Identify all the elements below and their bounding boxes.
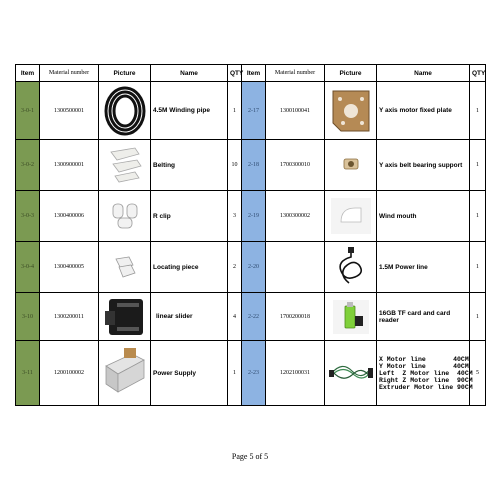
motor-line-text: Y Motor line 40CM bbox=[379, 362, 469, 370]
motor-cables-image bbox=[325, 341, 377, 406]
power-supply-image bbox=[99, 341, 151, 406]
item-cell: 3-0-3 bbox=[16, 191, 40, 242]
qty-cell: 2 bbox=[228, 242, 242, 293]
table-row bbox=[16, 242, 486, 293]
name-cell: Wind mouth bbox=[377, 191, 470, 242]
item-cell: 2-22 bbox=[242, 293, 266, 341]
material-cell: 1300500001 bbox=[40, 82, 99, 140]
name-cell: Y axis belt bearing support bbox=[377, 140, 470, 191]
material-cell: 1300400006 bbox=[40, 191, 99, 242]
power-line-image bbox=[325, 242, 377, 293]
item-cell: 3-10 bbox=[16, 293, 40, 341]
belting-image bbox=[99, 140, 151, 191]
header-name: Name bbox=[151, 65, 228, 82]
r-clip-image bbox=[99, 191, 151, 242]
material-cell: 1300200011 bbox=[40, 293, 99, 341]
wind-mouth-image bbox=[325, 191, 377, 242]
material-cell: 1202100031 bbox=[266, 341, 325, 406]
material-cell: 1300300002 bbox=[266, 191, 325, 242]
bearing-support-image bbox=[325, 140, 377, 191]
item-cell: 2-19 bbox=[242, 191, 266, 242]
header-item-right: Item bbox=[242, 65, 266, 82]
qty-cell: 1 bbox=[470, 293, 486, 341]
name-cell: linear slider bbox=[151, 293, 228, 341]
item-cell: 2-20 bbox=[242, 242, 266, 293]
item-cell: 3-0-4 bbox=[16, 242, 40, 293]
motor-line-text: X Motor line 40CM bbox=[379, 355, 469, 363]
qty-cell: 5 bbox=[470, 341, 486, 406]
motor-line-text: Left Z Motor line 40CM bbox=[379, 369, 473, 377]
header-picture-right: Picture bbox=[325, 65, 377, 82]
name-cell: Belting bbox=[151, 140, 228, 191]
header-qty: QTY bbox=[228, 65, 242, 82]
name-cell: 1.5M Power line bbox=[377, 242, 470, 293]
item-cell: 2-18 bbox=[242, 140, 266, 191]
header-picture: Picture bbox=[99, 65, 151, 82]
qty-cell: 4 bbox=[228, 293, 242, 341]
header-qty-right: QTY bbox=[470, 65, 486, 82]
name-cell: Locating piece bbox=[151, 242, 228, 293]
qty-cell: 1 bbox=[470, 242, 486, 293]
motor-plate-image bbox=[325, 82, 377, 140]
name-cell: 16GB TF card and card reader bbox=[377, 293, 470, 341]
linear-slider-image bbox=[99, 293, 151, 341]
table-row bbox=[16, 82, 486, 140]
table-row bbox=[16, 293, 486, 341]
name-cell: R clip bbox=[151, 191, 228, 242]
name-cell: 4.5M Winding pipe bbox=[151, 82, 228, 140]
header-material: Material number bbox=[40, 65, 99, 82]
table-row bbox=[16, 341, 486, 406]
material-cell: 1300900001 bbox=[40, 140, 99, 191]
material-cell: 1700200018 bbox=[266, 293, 325, 341]
qty-cell: 1 bbox=[470, 82, 486, 140]
page-footer: Page 5 of 5 bbox=[231, 452, 269, 461]
material-cell: 1300100041 bbox=[266, 82, 325, 140]
name-cell: Y axis motor fixed plate bbox=[377, 82, 470, 140]
motor-line-text: Extruder Motor line 90CM bbox=[379, 383, 473, 391]
winding-pipe-image bbox=[99, 82, 151, 140]
qty-cell: 3 bbox=[228, 191, 242, 242]
header-material-right: Material number bbox=[266, 65, 325, 82]
qty-cell: 1 bbox=[228, 82, 242, 140]
material-cell: 1700300010 bbox=[266, 140, 325, 191]
locating-piece-image bbox=[99, 242, 151, 293]
qty-cell: 1 bbox=[470, 140, 486, 191]
material-cell bbox=[266, 242, 325, 293]
header-item: Item bbox=[16, 65, 40, 82]
tf-card-reader-image bbox=[325, 293, 377, 341]
table-row bbox=[16, 191, 486, 242]
header-row bbox=[16, 65, 486, 82]
item-cell: 2-23 bbox=[242, 341, 266, 406]
name-cell: Power Supply bbox=[151, 341, 228, 406]
qty-cell: 1 bbox=[470, 191, 486, 242]
item-cell: 3-0-2 bbox=[16, 140, 40, 191]
parts-table bbox=[15, 64, 486, 406]
material-cell: 1200100002 bbox=[40, 341, 99, 406]
table-row bbox=[16, 140, 486, 191]
qty-cell: 1 bbox=[228, 341, 242, 406]
qty-cell: 10 bbox=[228, 140, 242, 191]
item-cell: 2-17 bbox=[242, 82, 266, 140]
header-name-right: Name bbox=[377, 65, 470, 82]
item-cell: 3-0-1 bbox=[16, 82, 40, 140]
material-cell: 1300400005 bbox=[40, 242, 99, 293]
item-cell: 3-11 bbox=[16, 341, 40, 406]
motor-line-text: Right Z Motor line 90CM bbox=[379, 376, 473, 384]
motor-lines-cell bbox=[377, 341, 473, 406]
